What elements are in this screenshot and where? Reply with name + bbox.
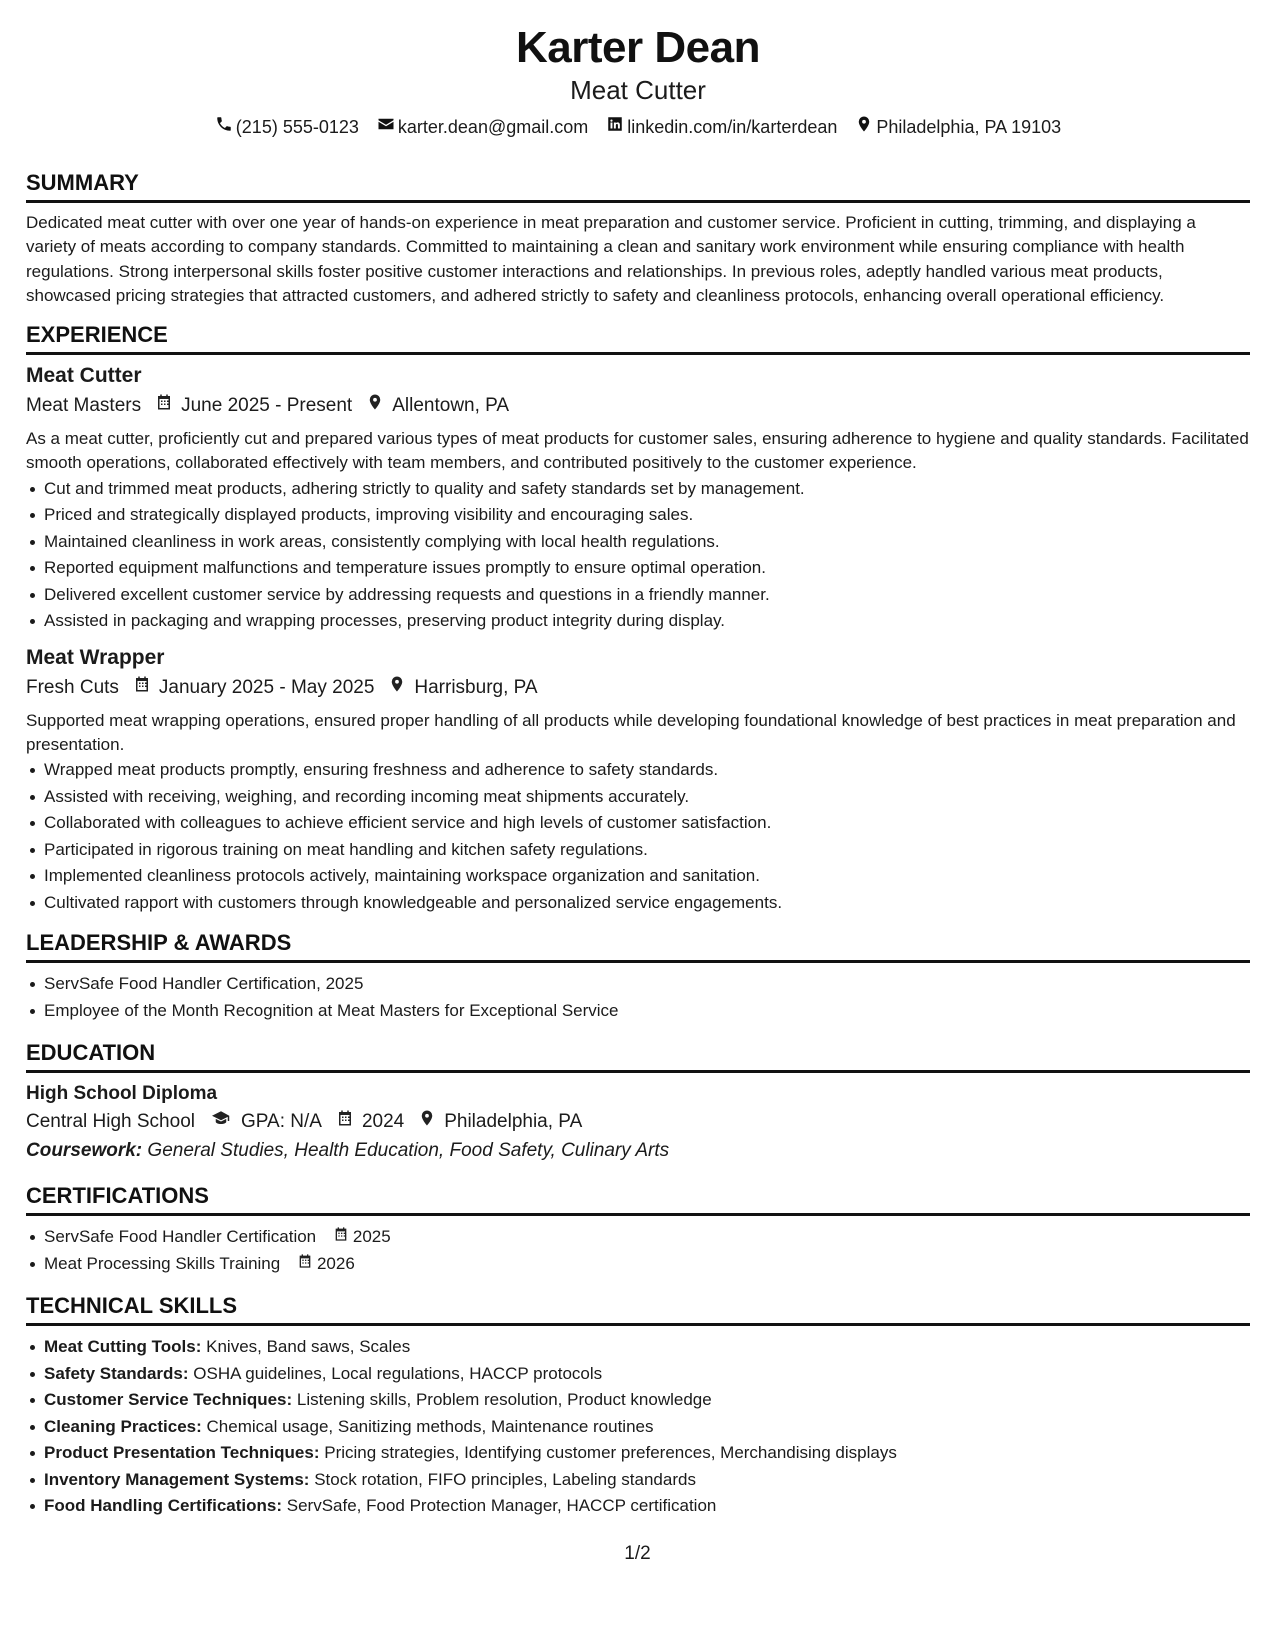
location-pin-icon <box>388 674 414 702</box>
linkedin-icon <box>606 115 624 138</box>
leadership-list <box>26 971 1250 1024</box>
education-year-text: 2024 <box>361 1111 405 1133</box>
contact-linkedin[interactable] <box>606 115 837 138</box>
list-item: Cut and trimmed meat products, adhering strictly to quality and safety standards set by management. <box>26 476 1250 503</box>
contact-email[interactable] <box>377 115 588 138</box>
section-divider <box>26 1213 1250 1216</box>
section-divider <box>26 1323 1250 1326</box>
email-text[interactable]: karter.dean@gmail.com <box>397 116 589 137</box>
certification-date <box>297 1251 355 1278</box>
job-description: As a meat cutter, proficiently cut and prepared various types of meat products for customer sales, ensuring adherence to hygiene and quality standards. Facilitated smooth operations, collaborated effectively with team members, and contributed positively to the customer experience. <box>26 429 1249 473</box>
education-gpa-text: GPA: N/A <box>240 1111 322 1133</box>
section-heading: EXPERIENCE <box>26 322 168 348</box>
job-company: Meat Masters <box>26 395 142 417</box>
calendar-icon <box>336 1108 362 1136</box>
summary-section <box>26 170 1250 308</box>
contact-row <box>26 115 1250 138</box>
certification-name: Meat Processing Skills Training <box>44 1253 281 1273</box>
skill-value: Listening skills, Problem resolution, Product knowledge <box>296 1390 712 1410</box>
education-location <box>418 1108 582 1136</box>
education-coursework <box>26 1137 1250 1165</box>
education-meta <box>26 1108 1250 1136</box>
job-dates-text: June 2025 - Present <box>181 395 353 417</box>
skill-value: Pricing strategies, Identifying customer preferences, Merchandising displays <box>324 1443 897 1463</box>
list-item <box>26 1387 1250 1414</box>
linkedin-text[interactable]: linkedin.com/in/karterdean <box>627 116 838 137</box>
section-heading: CERTIFICATIONS <box>26 1183 209 1209</box>
skill-label: Cleaning Practices: <box>44 1416 202 1436</box>
certification-year: 2025 <box>352 1227 391 1247</box>
contact-phone <box>215 115 359 138</box>
location-pin-icon <box>855 115 873 138</box>
skill-value: ServSafe, Food Protection Manager, HACCP certification <box>286 1496 717 1516</box>
job-bullets <box>26 476 1250 635</box>
list-item: Assisted with receiving, weighing, and recording incoming meat shipments accurately. <box>26 784 1250 811</box>
resume-header <box>26 22 1250 138</box>
skill-value: Stock rotation, FIFO principles, Labeling standards <box>314 1469 696 1489</box>
contact-location <box>855 115 1061 138</box>
section-heading: SUMMARY <box>26 170 139 195</box>
job-dates-text: January 2025 - May 2025 <box>158 676 375 698</box>
candidate-name: Karter Dean <box>516 23 760 72</box>
job-title: Meat Cutter <box>26 364 142 388</box>
education-year <box>336 1108 404 1136</box>
list-item: Priced and strategically displayed products, improving visibility and encouraging sales. <box>26 502 1250 529</box>
education-school: Central High School <box>26 1111 195 1133</box>
location-text: Philadelphia, PA 19103 <box>876 116 1062 137</box>
list-item <box>26 1440 1250 1467</box>
coursework-text: General Studies, Health Education, Food Safety, Culinary Arts <box>147 1140 670 1162</box>
list-item: Collaborated with colleagues to achieve efficient service and high levels of customer satisfaction. <box>26 810 1250 837</box>
certifications-section <box>26 1183 1250 1277</box>
list-item: Wrapped meat products promptly, ensuring freshness and adherence to safety standards. <box>26 757 1250 784</box>
job-entry <box>26 363 1250 635</box>
calendar-icon <box>133 674 159 702</box>
location-pin-icon <box>366 392 392 420</box>
resume-page <box>26 0 1250 1520</box>
job-location-text: Allentown, PA <box>392 395 510 417</box>
list-item: Employee of the Month Recognition at Meat Masters for Exceptional Service <box>26 998 1250 1025</box>
section-divider <box>26 960 1250 963</box>
skill-value: OSHA guidelines, Local regulations, HACCP protocols <box>193 1363 603 1383</box>
section-heading: LEADERSHIP & AWARDS <box>26 930 292 956</box>
leadership-section <box>26 930 1250 1024</box>
job-company: Fresh Cuts <box>26 676 119 698</box>
job-location-text: Harrisburg, PA <box>414 676 538 698</box>
calendar-icon <box>333 1224 353 1251</box>
skill-label: Customer Service Techniques: <box>44 1390 293 1410</box>
list-item: Assisted in packaging and wrapping processes, preserving product integrity during display. <box>26 608 1250 635</box>
phone-icon <box>215 115 233 138</box>
job-location <box>388 674 537 702</box>
list-item <box>26 1334 1250 1361</box>
list-item <box>26 1224 1250 1251</box>
skill-value: Chemical usage, Sanitizing methods, Maintenance routines <box>206 1416 654 1436</box>
list-item: Participated in rigorous training on meat handling and kitchen safety regulations. <box>26 837 1250 864</box>
list-item: Reported equipment malfunctions and temperature issues promptly to ensure optimal operation. <box>26 555 1250 582</box>
job-dates <box>155 392 352 420</box>
section-heading: EDUCATION <box>26 1040 156 1066</box>
list-item <box>26 1493 1250 1520</box>
skill-label: Meat Cutting Tools: <box>44 1337 202 1357</box>
list-item: Delivered excellent customer service by addressing requests and questions in a friendly manner. <box>26 582 1250 609</box>
skill-label: Product Presentation Techniques: <box>44 1443 320 1463</box>
education-gpa <box>209 1108 322 1136</box>
calendar-icon <box>155 392 181 420</box>
skill-label: Inventory Management Systems: <box>44 1469 310 1489</box>
list-item: Implemented cleanliness protocols actively, maintaining workspace organization and sanitation. <box>26 863 1250 890</box>
job-meta <box>26 674 1250 702</box>
list-item <box>26 1361 1250 1388</box>
section-divider <box>26 1070 1250 1073</box>
skill-label: Safety Standards: <box>44 1363 189 1383</box>
coursework-label: Coursework: <box>26 1140 143 1162</box>
graduation-cap-icon <box>209 1108 241 1136</box>
experience-section <box>26 322 1250 916</box>
job-bullets <box>26 757 1250 916</box>
phone-text: (215) 555-0123 <box>235 116 359 137</box>
list-item: ServSafe Food Handler Certification, 2025 <box>26 971 1250 998</box>
education-degree: High School Diploma <box>26 1083 218 1105</box>
skill-label: Food Handling Certifications: <box>44 1496 282 1516</box>
skills-section <box>26 1293 1250 1520</box>
calendar-icon <box>297 1251 317 1278</box>
certification-date <box>333 1224 391 1251</box>
job-dates <box>133 674 374 702</box>
section-divider <box>26 352 1250 355</box>
location-pin-icon <box>418 1108 444 1136</box>
skills-list <box>26 1334 1250 1520</box>
candidate-title: Meat Cutter <box>570 75 706 105</box>
list-item: Cultivated rapport with customers through knowledgeable and personalized service engagements. <box>26 890 1250 917</box>
section-divider <box>26 200 1250 203</box>
page-number: 1/2 <box>624 1543 651 1564</box>
list-item <box>26 1251 1250 1278</box>
list-item: Maintained cleanliness in work areas, consistently complying with local health regulations. <box>26 529 1250 556</box>
job-title: Meat Wrapper <box>26 645 165 669</box>
skill-value: Knives, Band saws, Scales <box>206 1337 411 1357</box>
certification-year: 2026 <box>316 1253 355 1273</box>
list-item <box>26 1467 1250 1494</box>
summary-text: Dedicated meat cutter with over one year of hands-on experience in meat preparation and customer service. Proficient in cutting, trimming, and displaying a variety of meats according to company standards. Committed to maintaining a clean and sanitary work environment while ensuring compliance with health regulations. Strong interpersonal skills foster positive customer interactions and relationships. In previous roles, adeptly handled various meat products, showcased pricing strategies that attracted customers, and adhered strictly to safety and cleanliness protocols, enhancing overall operational efficiency. <box>26 213 1196 305</box>
envelope-icon <box>377 115 395 138</box>
job-meta <box>26 392 1250 420</box>
job-entry <box>26 645 1250 917</box>
certifications-list <box>26 1224 1250 1277</box>
education-section <box>26 1040 1250 1165</box>
list-item <box>26 1414 1250 1441</box>
certification-name: ServSafe Food Handler Certification <box>44 1227 317 1247</box>
education-location-text: Philadelphia, PA <box>444 1111 583 1133</box>
job-description: Supported meat wrapping operations, ensured proper handling of all products while developing foundational knowledge of best practices in meat preparation and presentation. <box>26 710 1236 755</box>
job-location <box>366 392 509 420</box>
section-heading: TECHNICAL SKILLS <box>26 1293 238 1319</box>
